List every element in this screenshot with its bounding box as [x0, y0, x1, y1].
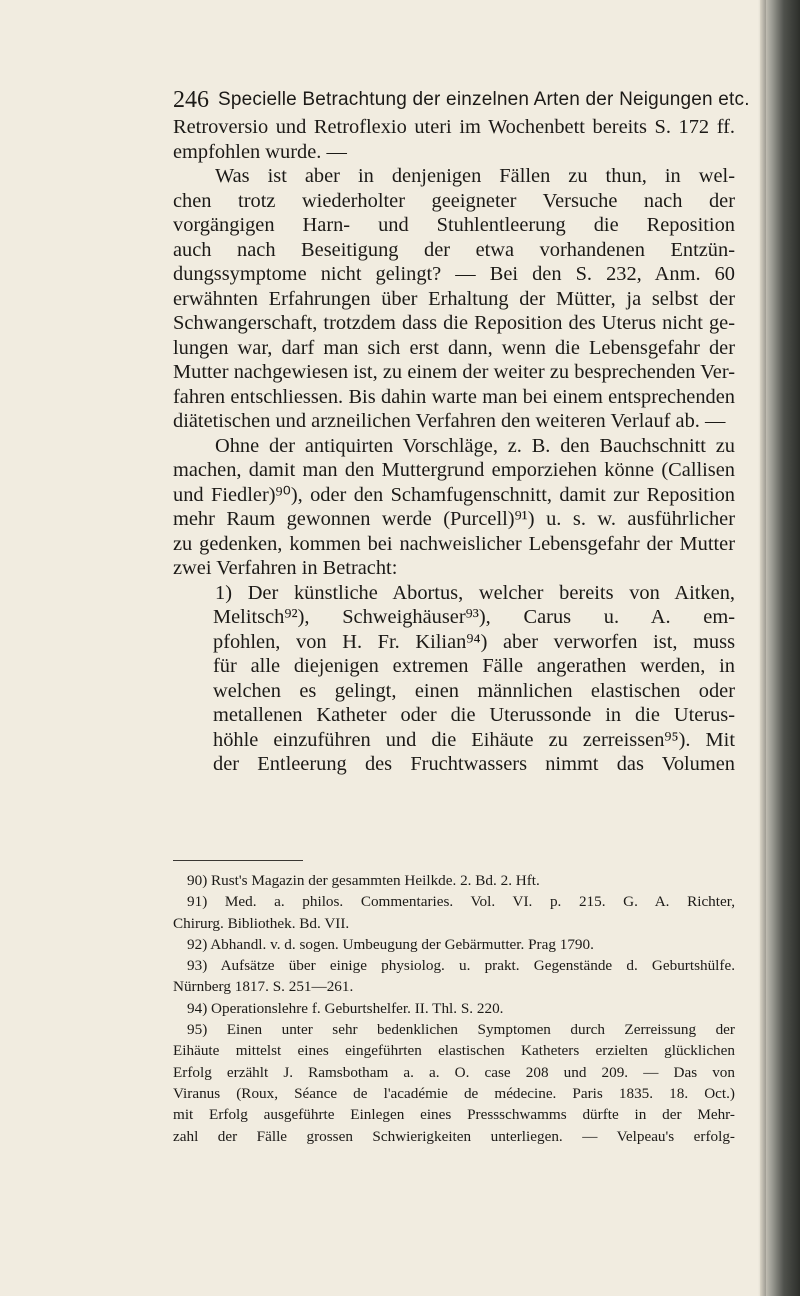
list-item-1-line: der Entleerung des Fruchtwassers nimmt das Volumen: [213, 753, 735, 775]
text-line: zwei Verfahren in Betracht:: [173, 557, 398, 579]
running-title: Specielle Betrachtung der einzelnen Arten der Neigungen etc.: [218, 89, 750, 110]
text-line: chen trotz wiederholter geeigneter Versuche nach der: [173, 189, 735, 212]
footnote-93-cont: Nürnberg 1817. S. 251—261.: [173, 978, 354, 996]
footnote-95: 95) Einen unter sehr bedenklichen Symptomen durch Zerreissung der: [187, 1021, 735, 1039]
text-line: und Fiedler)⁹⁰), oder den Schamfugenschnitt, damit zur Reposition: [173, 483, 735, 506]
footnote-92: 92) Abhandl. v. d. sogen. Umbeugung der Gebärmutter. Prag 1790.: [187, 935, 594, 953]
text-line: vorgängigen Harn- und Stuhlentleerung die Reposition: [173, 214, 735, 236]
page-header: [173, 86, 750, 116]
page-number: 246: [173, 87, 209, 113]
list-item-1-line: welchen es gelingt, einen männlichen elastischen oder: [213, 679, 735, 702]
text-line: machen, damit man den Muttergrund emporziehen könne (Callisen: [173, 459, 735, 481]
footnote-93: 93) Aufsätze über einige physiolog. u. prakt. Gegenstände d. Geburtshülfe.: [187, 957, 735, 975]
page-edge-gradient: [758, 0, 766, 1296]
text-line: fahren entschliessen. Bis dahin warte man bei einem entsprechenden: [173, 385, 735, 408]
text-line: Mutter nachgewiesen ist, zu einem der weiter zu besprechenden Ver-: [173, 361, 735, 383]
text-line: Schwangerschaft, trotzdem dass die Reposition des Uterus nicht ge-: [173, 312, 735, 334]
text-line: Retroversio und Retroflexio uteri im Wochenbett bereits S. 172 ff.: [173, 116, 735, 138]
footnote-95-cont: Viranus (Roux, Séance de l'académie de médecine. Paris 1835. 18. Oct.): [173, 1084, 735, 1102]
footnote-95-cont: Eihäute mittelst eines eingeführten elastischen Katheters erzielten glücklichen: [173, 1042, 735, 1060]
text-line: dungssymptome nicht gelingt? — Bei den S. 232, Anm. 60: [173, 263, 735, 285]
footnote-91-cont: Chirurg. Bibliothek. Bd. VII.: [173, 914, 350, 932]
text-line: erwähnten Erfahrungen über Erhaltung der Mütter, ja selbst der: [173, 287, 735, 310]
footnote-95-cont: zahl der Fälle grossen Schwierigkeiten unterliegen. — Velpeau's erfolg-: [173, 1127, 735, 1145]
footnote-rule: [173, 860, 303, 861]
list-item-1-line: höhle einzuführen und die Eihäute zu zerreissen⁹⁵). Mit: [213, 728, 735, 751]
footnote-94: 94) Operationslehre f. Geburtshelfer. II. Thl. S. 220.: [187, 999, 504, 1017]
text-line: Ohne der antiquirten Vorschläge, z. B. den Bauchschnitt zu: [215, 434, 735, 457]
text-line: Was ist aber in denjenigen Fällen zu thun, in wel-: [215, 165, 735, 187]
text-line: mehr Raum gewonnen werde (Purcell)⁹¹) u. s. w. ausführlicher: [173, 508, 735, 530]
text-line: zu gedenken, kommen bei nachweislicher Lebensgefahr der Mutter: [173, 532, 735, 555]
list-item-1-line: für alle diejenigen extremen Fälle angerathen werden, in: [213, 655, 735, 677]
list-item-1-line: Melitsch⁹²), Schweighäuser⁹³), Carus u. A. em-: [213, 606, 735, 628]
text-line: diätetischen und arzneilichen Verfahren den weiteren Verlauf ab. —: [173, 410, 726, 432]
main-text: [173, 115, 735, 777]
footnote-95-cont: Erfolg erzählt J. Ramsbotham a. a. O. case 208 und 209. — Das von: [173, 1063, 735, 1081]
footnote-91: 91) Med. a. philos. Commentaries. Vol. VI. p. 215. G. A. Richter,: [187, 893, 735, 911]
text-line: lungen war, darf man sich erst dann, wenn die Lebensgefahr der: [173, 336, 735, 359]
list-item-1-line: metallenen Katheter oder die Uterussonde in die Uterus-: [213, 704, 735, 726]
list-item-1-line: pfohlen, von H. Fr. Kilian⁹⁴) aber verworfen ist, muss: [213, 630, 735, 653]
list-item-1-line: 1) Der künstliche Abortus, welcher bereits von Aitken,: [215, 581, 735, 604]
page-edge-shadow: [760, 0, 800, 1296]
footnotes: [173, 870, 735, 1147]
footnote-90: 90) Rust's Magazin der gesammten Heilkde. 2. Bd. 2. Hft.: [187, 872, 540, 889]
text-line: empfohlen wurde. —: [173, 140, 347, 163]
text-line: auch nach Beseitigung der etwa vorhandenen Entzün-: [173, 238, 735, 261]
footnote-95-cont: mit Erfolg ausgeführte Einlegen eines Pressschwamms dürfte in der Mehr-: [173, 1106, 735, 1124]
